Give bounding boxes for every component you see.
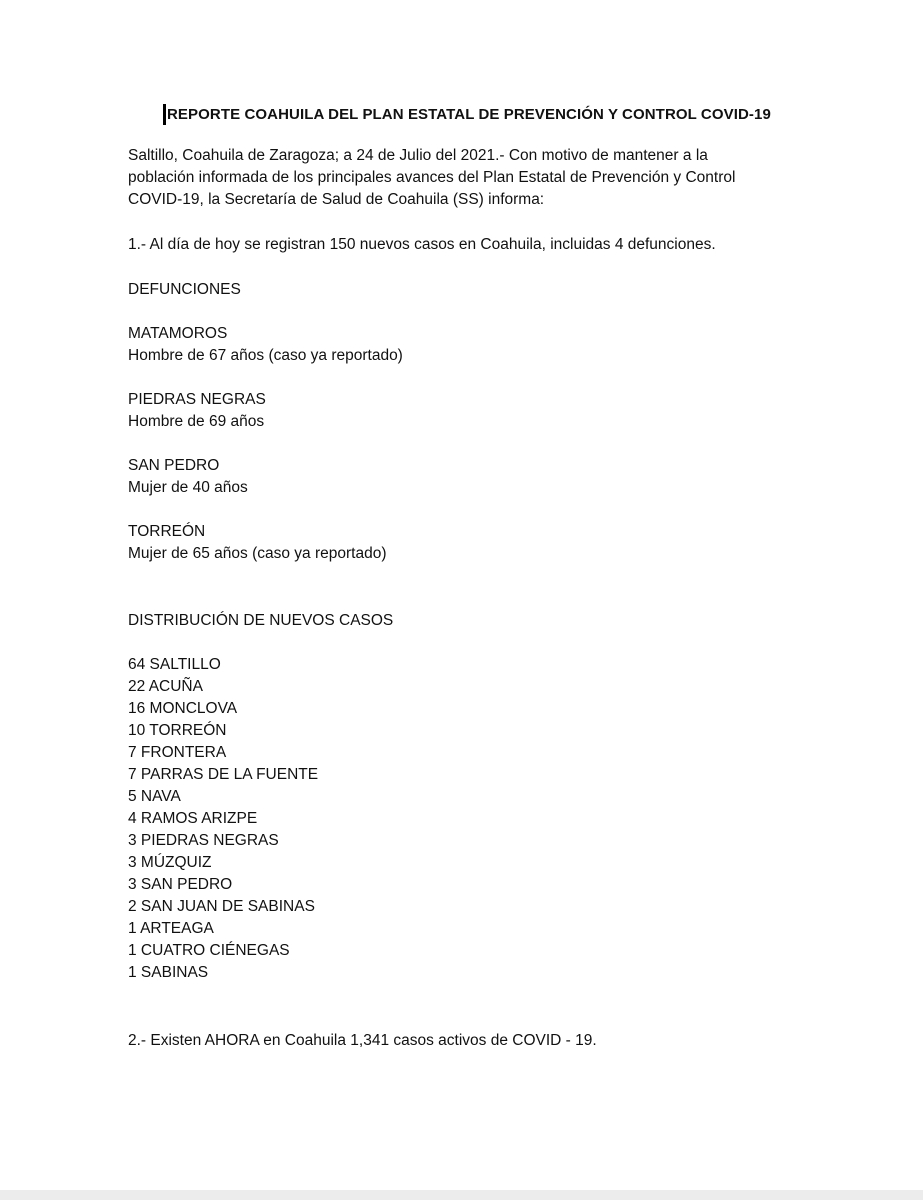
defuncion-city: PIEDRAS NEGRAS: [128, 391, 266, 408]
distribucion-list: [128, 654, 828, 984]
defuncion-item: [128, 389, 828, 433]
defunciones-heading: [128, 279, 828, 301]
document-title: REPORTE COAHUILA DEL PLAN ESTATAL DE PREVENCIÓN Y CONTROL COVID-19: [167, 105, 771, 123]
distribucion-item: 1 ARTEAGA: [128, 920, 214, 937]
distribucion-item: 10 TORREÓN: [128, 722, 227, 739]
point-2-text: 2.- Existen AHORA en Coahuila 1,341 casos activos de COVID - 19.: [128, 1032, 597, 1049]
bottom-edge-strip: [0, 1190, 923, 1200]
intro-line: población informada de los principales avances del Plan Estatal de Prevención y Control: [128, 169, 736, 186]
distribucion-item: 7 FRONTERA: [128, 744, 227, 761]
point-1: [128, 234, 828, 256]
defuncion-detail: Mujer de 65 años (caso ya reportado): [128, 545, 387, 562]
title-row: [163, 102, 771, 126]
defuncion-detail: Hombre de 69 años: [128, 413, 265, 430]
intro-paragraph: [128, 145, 828, 211]
distribucion-item: 2 SAN JUAN DE SABINAS: [128, 898, 315, 915]
defuncion-item: [128, 521, 828, 565]
distribucion-item: 3 MÚZQUIZ: [128, 854, 212, 871]
distribucion-item: 22 ACUÑA: [128, 678, 203, 695]
distribucion-item: 5 NAVA: [128, 788, 181, 805]
distribucion-heading: [128, 610, 828, 632]
distribucion-heading-text: DISTRIBUCIÓN DE NUEVOS CASOS: [128, 612, 394, 629]
intro-line: Saltillo, Coahuila de Zaragoza; a 24 de Julio del 2021.- Con motivo de mantener a la: [128, 147, 708, 164]
distribucion-item: 3 SAN PEDRO: [128, 876, 233, 893]
distribucion-item: 4 RAMOS ARIZPE: [128, 810, 258, 827]
defuncion-city: TORREÓN: [128, 523, 206, 540]
defuncion-city: MATAMOROS: [128, 325, 228, 342]
text-cursor: [163, 104, 166, 125]
intro-line: COVID-19, la Secretaría de Salud de Coahuila (SS) informa:: [128, 191, 545, 208]
distribucion-item: 64 SALTILLO: [128, 656, 221, 673]
defuncion-city: SAN PEDRO: [128, 457, 220, 474]
defuncion-detail: Hombre de 67 años (caso ya reportado): [128, 347, 403, 364]
defuncion-detail: Mujer de 40 años: [128, 479, 248, 496]
distribucion-item: 3 PIEDRAS NEGRAS: [128, 832, 279, 849]
point-1-text: 1.- Al día de hoy se registran 150 nuevos casos en Coahuila, incluidas 4 defunciones.: [128, 236, 716, 253]
defuncion-item: [128, 455, 828, 499]
distribucion-item: 7 PARRAS DE LA FUENTE: [128, 766, 319, 783]
distribucion-item: 1 SABINAS: [128, 964, 209, 981]
point-2: [128, 1030, 828, 1052]
defunciones-heading-text: DEFUNCIONES: [128, 281, 241, 298]
defuncion-item: [128, 323, 828, 367]
distribucion-item: 1 CUATRO CIÉNEGAS: [128, 942, 290, 959]
distribucion-item: 16 MONCLOVA: [128, 700, 238, 717]
